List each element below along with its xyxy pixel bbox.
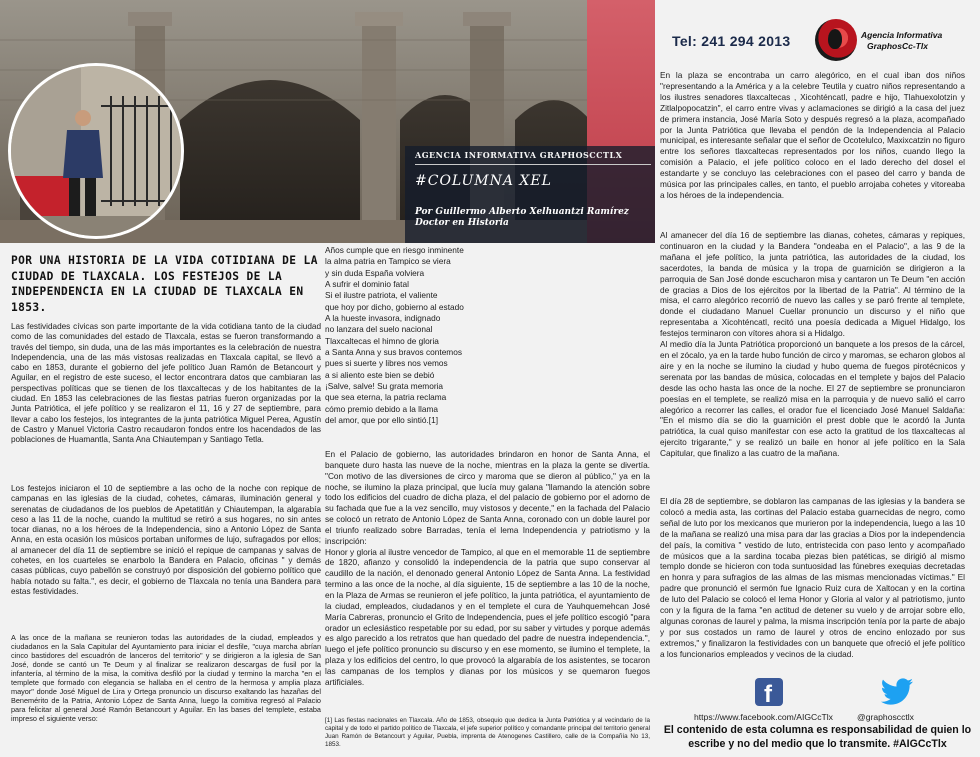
title-overlay bbox=[405, 146, 655, 243]
byline bbox=[415, 207, 655, 229]
paragraph-2: Los festejos iniciaron el 10 de septiembre a las ocho de la noche con repique de campanas en las iglesias de la ciudad, cohetes, cámaras, iluminación general y serenatas de ciudadanos de los pueblos de Apetatitlán y Chiautempan, la algarabía ceso a las 11 de la noche, cuando la multitud se retiró a sus hogares, no sin antes tocar dianas, no a los héroes de la Independencia, sino a Antonio López de Santa Anna, en esta ocasión los músicos portaban uniformes de lujo, sufragados por ellos; al amanecer del día 11 de septiembre se inició el repique de campanas y salvas de cohetes, en los cuarteles se enarbolo la Bandera en Palacio, oficinas " y demás casas públicas, cuyo pabellón se construyó por disposición del gobierno político que había notado su falta.", es decir, el gobierno de Tlaxcala no tenía una Bandera para estas festividades. bbox=[11, 484, 321, 596]
article-headline: POR UNA HISTORIA DE LA VIDA COTIDIANA DE LA CIUDAD DE TLAXCALA. LOS FESTEJOS DE LA INDEPENDENCIA EN LA CIUDAD DE TLAXCALA EN 1853. bbox=[11, 254, 318, 314]
overlay-divider bbox=[415, 164, 651, 165]
author-role: Doctor en Historia bbox=[415, 218, 509, 228]
column-title: #COLUMNA XEL bbox=[415, 173, 552, 189]
paragraph-5: En la plaza se encontraba un carro alegórico, en el cual iban dos niños "representando a la América y a la celebre Teutila y cuatro niños representando a los ilustres senadores tlaxcaltecas , Xicohténcatl, padre e hijo, Tlahuexolotzin y Zitlalpopocatzin", el carro entre vivas y aclamaciones se dirigió a la casa del juez de primera instancia, José María Soto y después regresó a la plaza, acompañado por la Junta Patriótica que llevaba el pendón de la Independencia al Palacio municipal, es interesante señalar que el señor de Ocotelulco, Maxixcatzin no figuro entre los señores tlaxcaltecas representados por los niños, cuando llego la comisión a Palacio, el jefe político coloco en el lado derecho del dosel el estandarte y se concluyo las celebraciones con el paseo del carro y banda de música por las principales calles, en tanto, el pueblo arrojaba cohetes y vitoreaba a los héroes de la independencia. bbox=[660, 70, 965, 200]
agency-logo bbox=[815, 16, 965, 66]
logo-line-2: GraphosCc-Tlx bbox=[867, 41, 928, 51]
paragraph-4: En el Palacio de gobierno, las autoridades brindaron en honor de Santa Anna, el banquete duro hasta las nueve de la noche, mientras en la plaza la gente se divertía. "Con motivo de las diversiones de circo y maroma que se dieron al público," ya en la noche, se ilumino la plaza principal, que lucía muy galana "llamando la atención sobre todo los edificios del cuadro de dicha plaza, el del palacio de gobierno por el adorno de su fachada que fue a la vez sencillo, muy vistosos y decente," en la fachada del Palacio se colocó un retrato de Antonio López de Santa Anna, coronado con un doble laurel por el triunfo realizado sobre Barradas, tenía el lema Independencia y patriotismo y la inscripción: Honor y gloria al ilustre vencedor de Tampico, al que en el memorable 11 de septiembre de 1820, afianzo y consolidó la independencia de la patria que supo conservar al caudillo de la nación, el denonado general Antonio López de Santa Anna. La festividad termino a las once de la noche, al día siguiente, 15 de septiembre a las 10 de la noche, en la Plaza de Armas se reunieron el jefe político, la junta patriótica, el ayuntamiento de la ciudad, empleados, ciudadanos y en el templete el cura de Yauhquemehcan José María Cabreras, pronuncio el Grito de Independencia, pues el jefe político escogió "para orador un eclesiástico respetable por su edad, por su saber y virtudes y porque además es algo parecido a los retratos que han quedado del padre de nuestra independencia.", luego el jefe político pronuncio su discurso y en ese momento, se ilumino el templete, la plaza y los edificios del centro, lo que provocó la algarabía de los asistentes, se tocaron las campanas de los templos y dianas por los músicos y se quemaron fuegos artificiales. bbox=[325, 449, 650, 687]
poem-verse: Años cumple que en riesgo inminente la alma patria en Tampico se viera y sin duda España volviera A sufrir el dominio fatal Si el ilustre patriota, el valiente que hoy por dicho, gobierno al estado A la hueste invasora, indignado no lanzara del suelo nacional Tlaxcaltecas el himno de gloria a Santa Anna y sus bravos contemos pues si suerte y libres nos vemos a si aliento este bien se debió ¡Salve, salve! Su grata memoria que sea eterna, la patria reclama cómo premio debido a la llama del amor, que por ello sintió.[1] bbox=[325, 245, 464, 426]
author-portrait bbox=[8, 63, 184, 239]
facebook-link[interactable]: https://www.facebook.com/AIGCcTlx bbox=[694, 712, 833, 722]
logo-line-1: Agencia Informativa bbox=[861, 30, 943, 40]
facebook-icon[interactable]: f bbox=[755, 678, 783, 706]
author-name: Por Guillermo Alberto Xelhuantzi Ramírez bbox=[415, 207, 629, 217]
phone-number: Tel: 241 294 2013 bbox=[672, 33, 791, 49]
agency-label: AGENCIA INFORMATIVA GRAPHOSCCTLX bbox=[415, 150, 623, 160]
disclaimer-text: El contenido de esta columna es responsabilidad de quien lo escribe y no del medio que lo transmite. #AIGCcTlx bbox=[663, 724, 972, 750]
paragraph-1: Las festividades cívicas son parte importante de la vida cotidiana tanto de la ciudad como de las comunidades del estado de Tlaxcala, estas se fueron transformando a través del tiempo, sin duda, una de las más importantes es la celebración de nuestra Independencia, una de las más vistosas realizadas en Tlaxcala capital, se llevó a cabo en 1853, durante el gobierno del jefe político Juan Ramón de Betancourt y Aguilar, en el registro de este suceso, el lector encontrara datos que cambiaran las perspectivas políticas que se tienen de los tlaxcaltecas y de los habitantes de la ciudad. En 1853 las celebraciones de las fiestas patrias fueron organizadas por la Junta Patriótica, el jefe político y se realizaron el 11, 16 y 27 de septiembre, para llevar a cabo los festejos, los integrantes de la junta patriótica Miguel Perea, Agustín de Castro y Manuel Victoria Castro recaudaron fondos entre los hacendados de las poblaciones de Huamantla, Santa Ana Chiautempan y Santiago Tetla. bbox=[11, 322, 321, 445]
footnote: [1] Las fiestas nacionales en Tlaxcala. Año de 1853, obsequio que dedica la Junta Patriótica y al vecindario de la capital y de todo el partido político de Tlaxcala, el jefe superior político y comandante principal del territorio general Juan Ramón de Betancourt y Aguilar, Puebla, imprenta de Atenogenes Castillero, calle de la Compañía No 13, 1853. bbox=[325, 717, 650, 748]
portrait-image bbox=[11, 66, 181, 236]
logo-emblem-icon bbox=[815, 19, 857, 61]
paragraph-6: Al amanecer del día 16 de septiembre las dianas, cohetes, cámaras y repiques, continuaron en la ciudad y la Bandera "ondeaba en el Palacio", a las 9 de la mañana el jefe político, la junta patriótica, las autoridades de la ciudad, los sacerdotes, la banda de música y la tropa de guarnición se dirigieron a la parroquia de San José donde escucharon misa y cantaron un Te Deum "en acción de gracias a Dios de los ejércitos por la libertad de la Patria". Al término de la misa, el carro alegórico recorrió de nuevo las calles y se paró frente al templete, donde el ciudadano Manuel Cuellar pronuncio un discurso y el niño que representaba a Xicohténcatl, recitó una poesía dedicada a Miguel Hidalgo, los festejos terminaron con vítores ahora si a Hidalgo. Al medio día la Junta Patriótica proporcionó un banquete a los presos de la cárcel, en el zócalo, ya en la tarde hubo función de circo y maromas, se echaron globos al aire y en la noche se ilumino la ciudad y hubo quema de fuegos pirotécnicos y serenata por las bandas de música, colocadas en el templete y bajos del Palacio desde las ocho hasta las once de la noche. El 27 de septiembre se pronunciaron poesías en el templete, se realizó misa en la parroquia y de nuevo salió el carro alegórico a recorrer las calles, el orador fue el licenciado José Manuel Saldaña: "En el mismo día se dio la guarnición el prest doble que le acordó la Junta patriótica, la cual quiso manifestar con ese acto la gratitud de los tlaxcaltecas al ejercito trigarante," y se realizó un baile en honor al jefe político en la Sala Capitular, que finalizo a las cuatro de la mañana. bbox=[660, 230, 965, 459]
twitter-icon[interactable] bbox=[880, 678, 914, 706]
paragraph-7: El día 28 de septiembre, se doblaron las campanas de las iglesias y la bandera se colocó a media asta, las cortinas del Palacio estaba guarnecidas de negro, como señal de luto por los mexicanos que murieron por la independencia, luego a las 10 de la mañana se realizó una misa para dar las gracias a Dios por la independencia del país, la comitiva " vestido de luto, entristecida con paso lento y acompañado de músicos que a la sardina tocaba piezas bien patéticas, se dirigió al mismo templo donde se hicieron con toda suntuosidad las fúnebres exequias decretadas en honra y para sufragios de las almas de las mismas mencionadas víctimas." El padre que pronunció el sermón fue Ignacio Ruiz cura de Xaltocan y en la cortina de luto del Palacio se colocó el lema Honor y Gloria al valor y al patriotismo, junto con y la figura de la fama "en actitud de detener su vuelo y de arrojar sobre ello, algunas coronas de laurel y palma, la misma inscripción tenía por la parte de abajo y por sus costados un ramo de laurel y otros de encino enlozado por sus extremos," y finalizaron la festividades con un banquete que ofreció el jefe político a los funcionarios empleados y vecinos de la ciudad. bbox=[660, 496, 965, 659]
twitter-handle-link[interactable]: @graphoscctlx bbox=[857, 712, 914, 722]
paragraph-3: A las once de la mañana se reunieron todas las autoridades de la ciudad, empleados y ciudadanos en la Sala Capitular del Ayuntamiento para iniciar el desfile, "cuya marcha abrían cinco bastidores del escuadrón de lanceros del territorio" y se dirigieron a la iglesia de San José, donde se cantó un Te Deum y al finalizar se realizaron descargas de fusil por la infantería, al término de la misa, la comitiva desfiló por la ciudad y termino la marcha "en el templete que formado con elegancia se hallaba en el centro de la hermosa y amplia plaza mayor" donde José Miguel de Lira y Ortega pronuncio un discurso exaltando las hazañas del Benemérito de la Patria, Antonio López de Santa Anna, luego la comitiva regresó al Palacio para felicitar al general José Ramón Betancourt y Aguilar. En las bases del templete, estaba impreso el siguiente verso: bbox=[11, 633, 321, 723]
